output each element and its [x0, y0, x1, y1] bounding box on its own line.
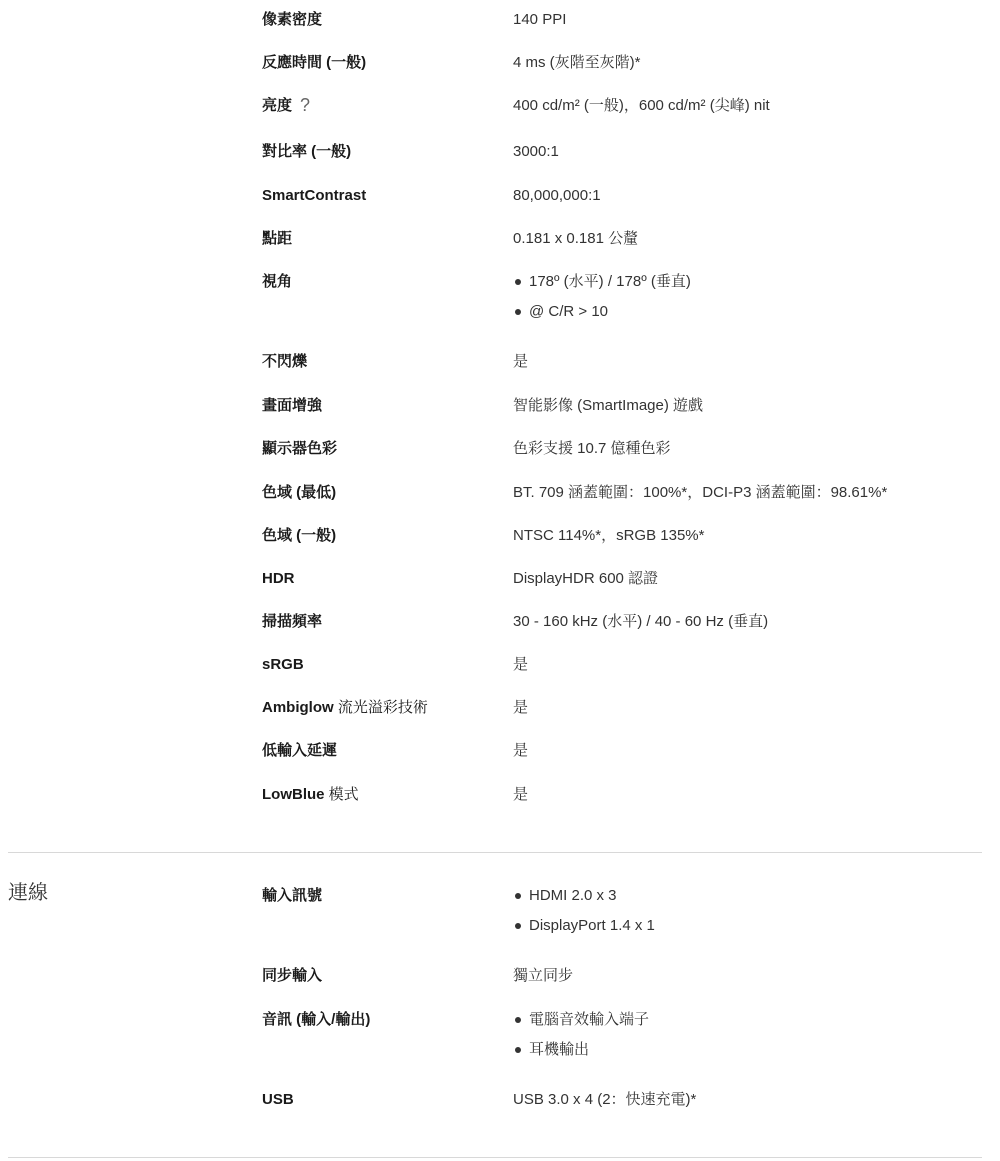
spec-label: 視角	[262, 273, 293, 290]
section-divider	[8, 1157, 982, 1158]
spec-value: 智能影像 (SmartImage) 遊戲	[513, 397, 704, 414]
spec-value: 色彩支援 10.7 億種色彩	[513, 440, 671, 457]
spec-value: 是	[513, 353, 529, 370]
spec-value: 0.181 x 0.181 公釐	[513, 230, 639, 247]
section-title-connectivity: 連線	[8, 882, 48, 904]
spec-value: 140 PPI	[513, 11, 567, 28]
spec-label: 點距	[262, 230, 293, 247]
spec-label: SmartContrast	[262, 187, 367, 204]
spec-value: 4 ms (灰階至灰階)*	[513, 54, 641, 71]
bullet-item: 耳機輸出	[513, 1040, 973, 1060]
spec-value: 3000:1	[513, 143, 559, 160]
spec-value: BT. 709 涵蓋範圍：100%*，DCI-P3 涵蓋範圍：98.61%*	[513, 484, 888, 501]
spec-label: 輸入訊號	[262, 887, 323, 904]
spec-label: 像素密度	[262, 11, 323, 28]
bullet-item: DisplayPort 1.4 x 1	[513, 916, 973, 936]
spec-label: USB	[262, 1091, 294, 1108]
spec-label-suffix: 流光溢彩技術	[333, 699, 428, 716]
spec-value: NTSC 114%*，sRGB 135%*	[513, 527, 705, 544]
spec-value: 是	[513, 699, 529, 716]
spec-value: 80,000,000:1	[513, 187, 601, 204]
spec-value-list	[513, 1010, 973, 1070]
bullet-item: 178º (水平) / 178º (垂直)	[513, 272, 973, 292]
spec-label: 對比率 (一般)	[262, 143, 352, 160]
spec-label-suffix: 模式	[324, 786, 359, 803]
spec-label-wrap	[262, 698, 502, 718]
spec-label-wrap	[262, 785, 502, 805]
spec-value: 是	[513, 656, 529, 673]
spec-label: 亮度	[262, 97, 293, 114]
spec-label: 反應時間 (一般)	[262, 54, 367, 71]
spec-label: 低輸入延遲	[262, 742, 338, 759]
spec-value: 獨立同步	[513, 967, 574, 984]
spec-label: 音訊 (輸入/輸出)	[262, 1011, 371, 1028]
spec-label-brand: Ambiglow	[262, 699, 334, 716]
spec-value-list	[513, 272, 973, 332]
spec-label: sRGB	[262, 656, 304, 673]
spec-label: 色域 (最低)	[262, 484, 337, 501]
spec-label: 畫面增強	[262, 397, 323, 414]
spec-label: 顯示器色彩	[262, 440, 338, 457]
spec-label: 掃描頻率	[262, 613, 323, 630]
spec-value: USB 3.0 x 4 (2：快速充電)*	[513, 1091, 697, 1108]
spec-label: 色域 (一般)	[262, 527, 337, 544]
spec-label-wrap	[262, 96, 502, 116]
bullet-item: HDMI 2.0 x 3	[513, 886, 973, 906]
spec-label-brand: LowBlue	[262, 786, 325, 803]
bullet-item: 電腦音效輸入端子	[513, 1010, 973, 1030]
spec-value: DisplayHDR 600 認證	[513, 570, 659, 587]
spec-value: 400 cd/m² (一般)，600 cd/m² (尖峰) nit	[513, 97, 770, 114]
section-divider	[8, 852, 982, 853]
spec-label: 同步輸入	[262, 967, 323, 984]
bullet-item: @ C/R > 10	[513, 302, 973, 322]
spec-value-list	[513, 886, 973, 946]
spec-value: 30 - 160 kHz (水平) / 40 - 60 Hz (垂直)	[513, 613, 769, 630]
spec-value: 是	[513, 786, 529, 803]
spec-label: 不閃爍	[262, 353, 308, 370]
help-icon[interactable]: ?	[300, 95, 311, 115]
spec-label: HDR	[262, 570, 295, 587]
spec-value: 是	[513, 742, 529, 759]
